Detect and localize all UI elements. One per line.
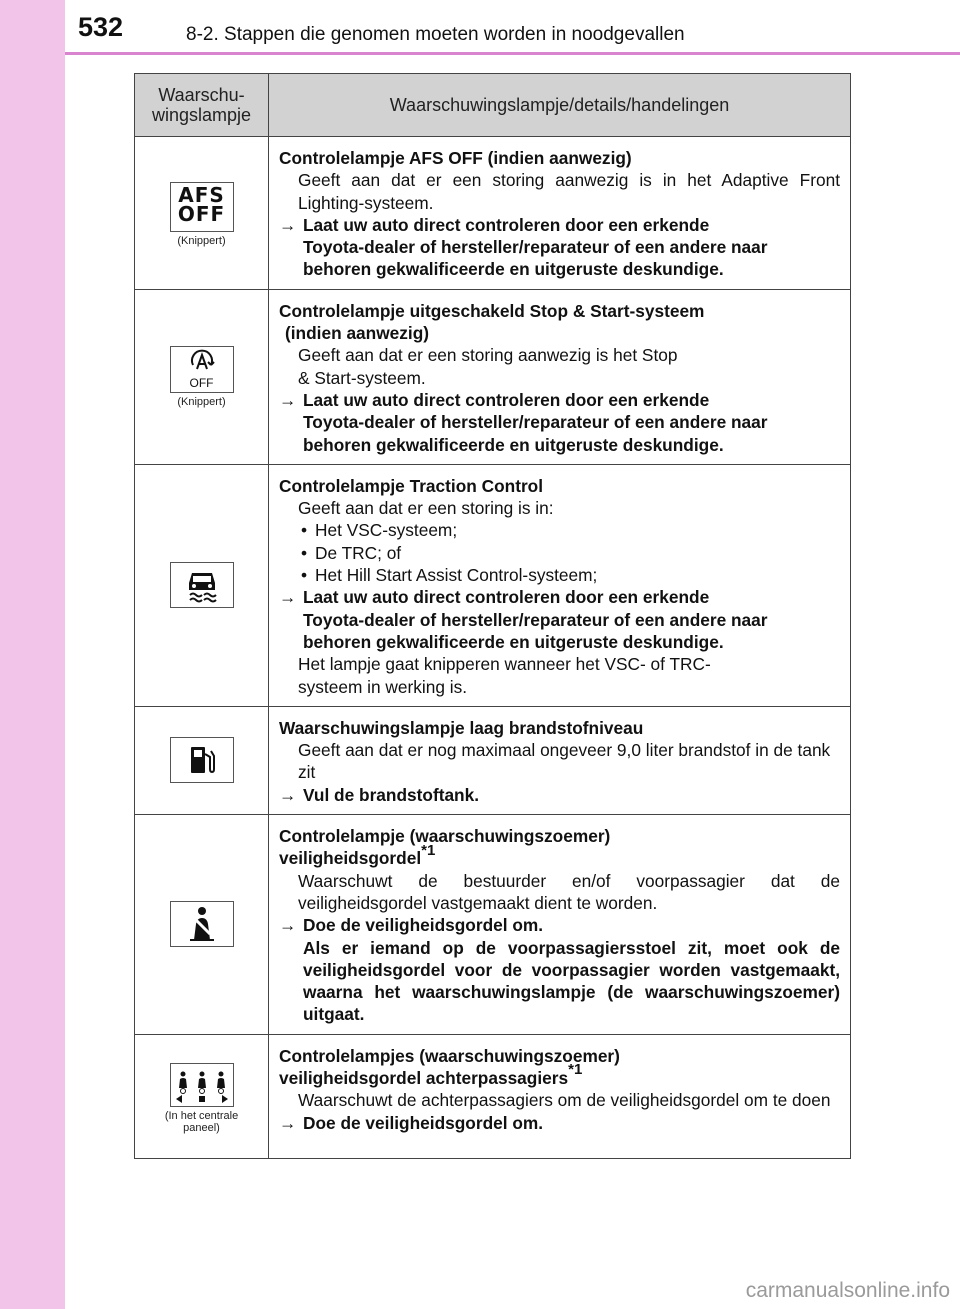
details-cell [269, 706, 851, 814]
light-title: Controlelampjes (waarschuwingszoemer) [279, 1045, 620, 1066]
light-title: Controlelampje Traction Control [279, 475, 544, 496]
table-row [135, 289, 851, 464]
table-row [135, 464, 851, 706]
note-text: Het lampje gaat knipperen wanneer het VSC- of TRC- [298, 654, 711, 675]
light-description: Waarschuwt de achterpassagiers om de veiligheidsgordel om te doen [298, 1090, 831, 1111]
list-item: • De TRC; of [279, 542, 840, 564]
icon-cell [135, 815, 269, 1035]
action-text: → Laat uw auto direct controleren door een erkende Toyota-dealer of hersteller/reparateur of een andere naar behoren gekwalificeerde en uitgeruste deskundige. [279, 214, 768, 280]
icon-cell [135, 1034, 269, 1158]
action-text: → Vul de brandstoftank. [279, 784, 480, 805]
arrow-icon: → [279, 214, 297, 235]
details-cell [269, 289, 851, 464]
action-text: → Doe de veiligheidsgordel om. [279, 1112, 544, 1133]
arrow-icon: → [279, 587, 297, 608]
warning-lights-table [134, 73, 851, 1159]
header-divider [65, 52, 960, 55]
stop-start-a-icon [187, 349, 217, 377]
light-title: Controlelampje (waarschuwingszoemer) [279, 826, 611, 847]
light-description: Geeft aan dat er een storing is in: [298, 498, 554, 519]
icon-caption: (Knippert) [177, 235, 226, 248]
table-row [135, 137, 851, 290]
note-text-cont: systeem in werking is. [298, 676, 468, 697]
footnote-marker: *1 [568, 1061, 583, 1079]
watermark: carmanualsonline.info [745, 1279, 950, 1302]
list-item: • Het Hill Start Assist Control-systeem; [279, 564, 840, 586]
icon-cell [135, 137, 269, 290]
details-cell [269, 815, 851, 1035]
light-title: Controlelampje uitgeschakeld Stop & Start-systeem [279, 300, 705, 321]
arrow-icon: → [279, 389, 297, 410]
icon-caption: (Knippert) [177, 395, 226, 408]
light-description: Geeft aan dat er nog maximaal ongeveer 9,0 liter brandstof in de tank zit [298, 740, 831, 783]
rear-seatbelt-icon [170, 1063, 234, 1107]
action-text: → Laat uw auto direct controleren door een erkende Toyota-dealer of hersteller/reparateur of een andere naar behoren gekwalificeerde en uitgeruste deskundige. [279, 587, 768, 652]
light-description-cont: & Start-systeem. [298, 367, 426, 388]
action-text: → Doe de veiligheidsgordel om. Als er iemand op de voorpassagiersstoel zit, moet ook de veiligheidsgordel voor de voorpassagier worden vastgemaakt, waarna het waarschuwingslampje (de waarschuwingszoemer) uitgaat. [279, 915, 840, 1025]
icon-caption: (In het centrale paneel) [164, 1109, 239, 1134]
details-cell [269, 137, 851, 290]
icon-cell [135, 706, 269, 814]
table-row [135, 815, 851, 1035]
light-description: Geeft aan dat er een storing aanwezig is het Stop [298, 345, 678, 366]
light-title-cont: veiligheidsgordel$^{*1}$ [279, 841, 436, 869]
arrow-icon: → [279, 1112, 297, 1133]
light-title: Controlelampje AFS OFF (indien aanwezig) [279, 148, 632, 168]
arrow-icon: → [279, 784, 297, 805]
details-cell [269, 464, 851, 706]
light-title-cont: veiligheidsgordel achterpassagiers$^{*1}$ [279, 1061, 583, 1088]
icon-cell [135, 289, 269, 464]
fuel-pump-icon [170, 737, 234, 783]
column-header-details: Waarschuwingslampje/details/handelingen [269, 74, 851, 137]
footnote-marker: *1 [421, 841, 436, 859]
details-cell [269, 1034, 851, 1158]
light-description: Waarschuwt de bestuurder en/of voorpassagier dat de veiligheidsgordel vastgemaakt dient te worden. [298, 870, 840, 913]
light-description: Geeft aan dat er een storing aanwezig is in het Adaptive Front Lighting-systeem. [298, 170, 840, 213]
light-title-cont: (indien aanwezig) [285, 323, 430, 344]
arrow-icon: → [279, 915, 297, 936]
action-detail: Als er iemand op de voorpassagiersstoel zit, moet ook de veiligheidsgordel voor de voorpassagier worden vastgemaakt, waarna het waarschuwingslampje (de waarschuwingszoemer) uitgaat. [303, 937, 840, 1025]
page-sidebar-band [0, 0, 65, 1309]
light-title: Waarschuwingslampje laag brandstofniveau [279, 717, 644, 738]
seatbelt-icon [170, 901, 234, 947]
page-number: 532 [78, 12, 124, 42]
list-item: • Het VSC-systeem; [279, 519, 840, 541]
action-text: → Laat uw auto direct controleren door een erkende Toyota-dealer of hersteller/reparateur of een andere naar behoren gekwalificeerde en uitgeruste deskundige. [279, 389, 768, 455]
table-row [135, 706, 851, 814]
afs-off-icon: AFS OFF [170, 182, 234, 232]
table-row [135, 1034, 851, 1158]
section-title: 8-2. Stappen die genomen moeten worden in noodgevallen [186, 24, 685, 45]
traction-control-icon [170, 562, 234, 608]
column-header-light: Waarschu- wingslampje [135, 74, 269, 137]
icon-cell [135, 464, 269, 706]
stop-start-off-icon: OFF [170, 346, 234, 393]
table-header-row [135, 74, 851, 137]
